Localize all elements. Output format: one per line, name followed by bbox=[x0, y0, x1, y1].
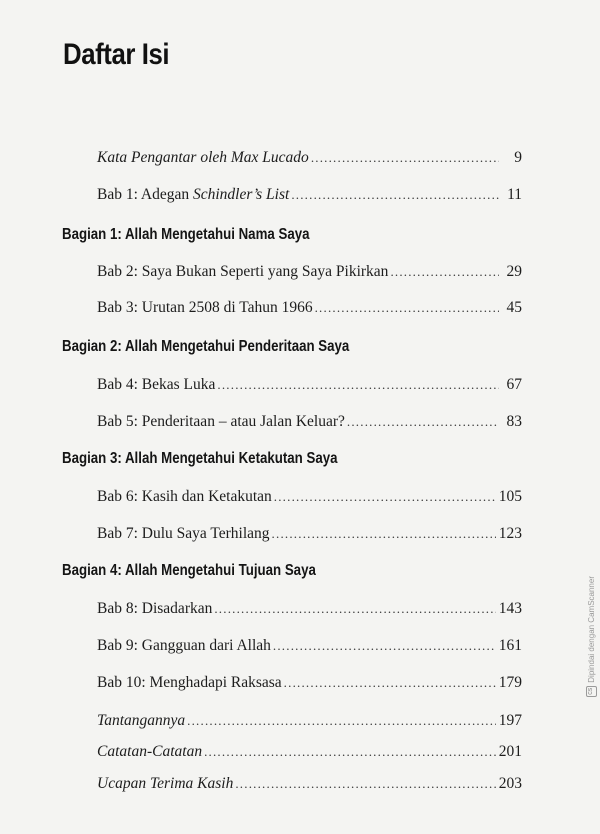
toc-entry-bab-10[interactable] bbox=[97, 673, 522, 693]
leader-dots bbox=[204, 742, 496, 762]
leader-dots bbox=[187, 711, 496, 731]
part-heading-1: Bagian 1: Allah Mengetahui Nama Saya bbox=[62, 226, 310, 243]
toc-page-number: 105 bbox=[498, 488, 522, 505]
leader-dots bbox=[347, 412, 499, 432]
toc-entry-kata-pengantar[interactable] bbox=[97, 148, 522, 168]
toc-entry-label: Bab 4: Bekas Luka bbox=[97, 376, 216, 393]
toc-entry-label-italic: Schindler’s List bbox=[193, 186, 290, 203]
leader-dots bbox=[390, 262, 499, 282]
watermark-text: Dipindai dengan CamScanner bbox=[587, 576, 596, 683]
leader-dots bbox=[274, 487, 496, 507]
toc-entry-label: Tantangannya bbox=[97, 712, 186, 729]
leader-dots bbox=[273, 636, 496, 656]
leader-dots bbox=[311, 148, 499, 168]
toc-entry-ucapan[interactable] bbox=[97, 774, 522, 794]
toc-page-number: 11 bbox=[507, 186, 522, 203]
toc-entry-label: Catatan-Catatan bbox=[97, 743, 203, 760]
part-heading-4: Bagian 4: Allah Mengetahui Tujuan Saya bbox=[62, 562, 316, 579]
toc-page-number: 179 bbox=[498, 674, 522, 691]
toc-entry-bab-1[interactable] bbox=[97, 185, 522, 205]
part-heading-2: Bagian 2: Allah Mengetahui Penderitaan Saya bbox=[62, 338, 350, 355]
leader-dots bbox=[217, 375, 499, 395]
toc-entry-label: Bab 10: Menghadapi Raksasa bbox=[97, 674, 282, 691]
part-heading-3: Bagian 3: Allah Mengetahui Ketakutan Saya bbox=[62, 450, 338, 467]
toc-entry-bab-4[interactable] bbox=[97, 375, 522, 395]
toc-entry-bab-3[interactable] bbox=[97, 298, 522, 318]
toc-page-number: 161 bbox=[498, 637, 522, 654]
toc-entry-bab-8[interactable] bbox=[97, 599, 522, 619]
leader-dots bbox=[214, 599, 495, 619]
toc-entry-label: Bab 5: Penderitaan – atau Jalan Keluar? bbox=[97, 413, 345, 430]
leader-dots bbox=[272, 524, 496, 544]
camscanner-watermark bbox=[586, 576, 597, 706]
toc-page-number: 197 bbox=[498, 712, 522, 729]
toc-entry-bab-5[interactable] bbox=[97, 412, 522, 432]
leader-dots bbox=[284, 673, 496, 693]
toc-page-number: 9 bbox=[514, 149, 522, 166]
toc-entry-catatan[interactable] bbox=[97, 742, 522, 762]
toc-page-number: 123 bbox=[498, 525, 522, 542]
toc-entry-tantangannya[interactable] bbox=[97, 711, 522, 731]
toc-entry-bab-6[interactable] bbox=[97, 487, 522, 507]
toc-entry-label: Ucapan Terima Kasih bbox=[97, 775, 234, 792]
toc-entry-bab-2[interactable] bbox=[97, 262, 522, 282]
toc-page-number: 143 bbox=[498, 600, 522, 617]
toc-entry-label bbox=[97, 185, 289, 205]
toc-entry-label: Bab 6: Kasih dan Ketakutan bbox=[97, 488, 272, 505]
toc-entry-bab-9[interactable] bbox=[97, 636, 522, 656]
toc-page-number: 67 bbox=[506, 376, 522, 393]
page-title: Daftar Isi bbox=[63, 38, 170, 71]
toc-entry-label: Bab 9: Gangguan dari Allah bbox=[97, 637, 271, 654]
toc-page-number: 83 bbox=[506, 413, 522, 430]
toc-entry-label: Bab 8: Disadarkan bbox=[97, 600, 213, 617]
toc-entry-label: Bab 3: Urutan 2508 di Tahun 1966 bbox=[97, 299, 313, 316]
toc-entry-label: Bab 2: Saya Bukan Seperti yang Saya Pikirkan bbox=[97, 263, 389, 280]
toc-page-number: 203 bbox=[498, 775, 522, 792]
toc-entry-bab-7[interactable] bbox=[97, 524, 522, 544]
leader-dots bbox=[291, 185, 499, 205]
toc-entry-label: Kata Pengantar oleh Max Lucado bbox=[97, 149, 309, 166]
leader-dots bbox=[235, 774, 495, 794]
toc-entry-label-plain: Bab 1: Adegan bbox=[97, 186, 193, 203]
toc-page-number: 45 bbox=[506, 299, 522, 316]
toc-page-number: 29 bbox=[506, 263, 522, 280]
leader-dots bbox=[315, 298, 499, 318]
toc-entry-label: Bab 7: Dulu Saya Terhilang bbox=[97, 525, 270, 542]
camscanner-icon: CS bbox=[586, 686, 597, 697]
toc-page-number: 201 bbox=[498, 743, 522, 760]
